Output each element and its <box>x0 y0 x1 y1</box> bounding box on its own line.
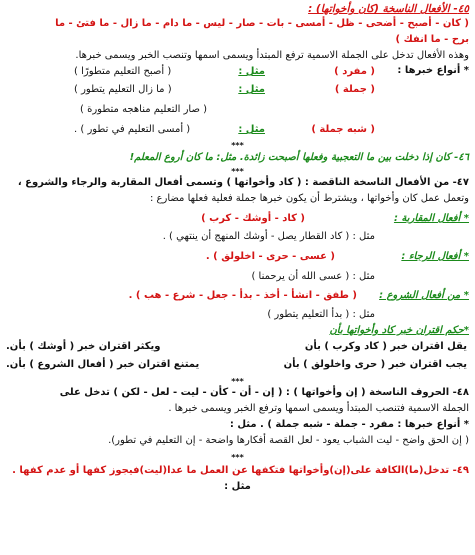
type-shibh-jumla: ( شبه جملة ) <box>311 124 375 135</box>
section-45-intro: وهذه الأفعال تدخل على الجملة الاسمية ترفع المبتدأ ويسمى اسمها وتنصب الخبر ويسمى خبرها. <box>75 50 469 61</box>
example-label-3: مثل : <box>238 124 265 135</box>
example-mufrad: ( أصبح التعليم متطورًا ) <box>74 66 172 77</box>
section-49-line1: ٤٩- تدخل(ما)الكافة على(إن)وأخواتها فتكفها عن العمل ما عدا(ليت)فيجوز كفها أو عدم كفها . <box>12 465 469 476</box>
section-48-line2: الجملة الاسمية فتنصب المبتدأ ويسمى اسمها وترفع الخبر ويسمى خبرها . <box>168 403 469 414</box>
hukm-rule-2a: يجب اقتران خبر ( حرى واخلولق ) بأن <box>283 359 467 370</box>
muqaraba-label: * أفعال المقاربة : <box>393 213 469 224</box>
predicate-types-label: * أنواع خبرها : <box>397 65 469 76</box>
shuru-example: مثل : ( بدأ التعليم يتطور ) <box>267 309 375 320</box>
type-mufrad: ( مفرد ) <box>334 66 375 77</box>
shuru-list: ( طفق - انشأ - أخذ - بدأ - جعل - شرع - هب ) . <box>128 290 357 301</box>
section-49-example-label: مثل : <box>224 481 251 492</box>
example-label-1: مثل : <box>238 66 265 77</box>
hukm-rule-1b: ويكثر اقتران خبر ( أوشك ) بأن. <box>6 341 161 352</box>
example-label-2: مثل : <box>238 84 265 95</box>
hukm-rule-2b: يمتنع اقتران خبر ( أفعال الشروع ) بأن. <box>6 359 200 370</box>
muqaraba-list: ( كاد - أوشك - كرب ) <box>201 213 305 224</box>
separator: *** <box>231 453 244 462</box>
separator: *** <box>231 141 244 150</box>
hukm-rule-1a: يقل اقتران خبر ( كاد وكرب ) بأن <box>304 341 467 352</box>
hukm-label: *حكم اقتران خبر كاد وأخواتها بأن <box>329 325 469 336</box>
muqaraba-example: مثل : ( كاد القطار يصل - أوشك المنهج أن ينتهي ) . <box>162 231 375 242</box>
kana-sisters-list-line2: برح - ما انفك ) <box>395 34 469 45</box>
type-jumla: ( جملة ) <box>334 84 375 95</box>
separator: *** <box>231 377 244 386</box>
section-46-text: ٤٦- كان إذا دخلت بين ما التعجبية وفعلها أصبحت زائدة. مثل: ما كان أروع المعلم! <box>129 152 469 163</box>
section-48-types: * أنواع خبرها : مفرد - جملة - شبه جملة ) . مثل : <box>229 419 469 430</box>
section-48-line1: ٤٨- الحروف الناسخة ( إن وأخواتها ) : ( إن - أن - كأن - ليت - لعل - لكن ) تدخل على <box>59 387 469 398</box>
example-shibh-jumla: ( أمسى التعليم في تطور ) . <box>74 124 191 135</box>
raja-list: ( عسى - حرى - اخلولق ) . <box>205 251 335 262</box>
section-47-line2: وتعمل عمل كان وأخواتها ، ويشترط أن يكون خبرها جملة فعلية فعلها مضارع : <box>149 193 469 204</box>
section-45-title: ٤٥- الأفعال الناسخة (كان وأخواتها) : <box>308 3 469 15</box>
kana-sisters-list-line1: ( كان - أصبح - أضحى - ظل - أمسى - بات - صار - ليس - ما دام - ما زال - ما فتئ - ما <box>55 18 469 29</box>
raja-example: مثل : ( عسى الله أن يرحمنا ) <box>251 271 375 282</box>
separator: *** <box>231 167 244 176</box>
section-48-example: ( إن الحق واضح - ليت الشباب يعود - لعل القصة أفكارها واضحة - إن التعليم في تطور). <box>108 435 469 446</box>
example-jumla-ismiyya: ( صار التعليم مناهجه متطورة ) <box>80 104 208 115</box>
raja-label: * أفعال الرجاء : <box>401 251 469 262</box>
shuru-label: * من أفعال الشروع : <box>379 290 469 301</box>
example-jumla: ( ما زال التعليم يتطور ) <box>74 84 172 95</box>
section-47-line1: ٤٧- من الأفعال الناسخة الناقصة : ( كاد وأخواتها ) وتسمى أفعال المقاربة والرجاء والشروع ، <box>17 177 469 188</box>
